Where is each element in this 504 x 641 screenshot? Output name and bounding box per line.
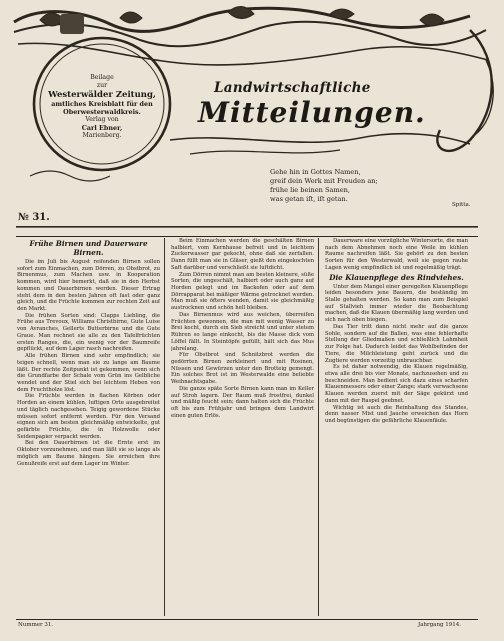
footer-rule <box>16 619 478 620</box>
article-paragraph: Das Birnenmus wird aus weichen, überreifen Früchten gewonnen, die man mit wenig Wasser zu Brei kocht, durch ein Sieb streicht und unter stetem Rühren so lange einkocht, bis die Masse dick vom Löffel fällt. In Steintöpfe gefüllt, hält sich das Mus jahrelang. <box>171 311 314 352</box>
article-column-2 <box>171 238 314 618</box>
motto-line: was getan iſt, iſt getan. <box>270 195 348 203</box>
masthead-title-line2: Mitteilungen. <box>198 96 426 129</box>
article-paragraph: Die ganze späte Sorte Birnen kann man im Keller auf Stroh lagern. Der Raum muß frostfrei, dunkel und mäßig feucht sein; dann halten sich die Früchte oft bis zum Frühjahr und bringen dem Landwirt einen guten Erlös. <box>171 385 314 419</box>
article-paragraph: Für Obstbrot und Schnitzbrot werden die gedörrten Birnen zerkleinert und mit Rosinen, Nüssen und Gewürzen unter den Brotteig gemengt. Ein solches Brot ist im Westerwalde eine beliebte Weihnachtsgabe. <box>171 352 314 386</box>
article-paragraph: Das Tier tritt dann nicht mehr auf die ganze Sohle, sondern auf die Ballen, was eine fehlerhafte Stellung der Gliedmaßen und schließlich Lahmheit zur Folge hat. Dadurch leidet das Wohlbefinden der Tiere, die Milchleistung geht zurück und die Zugtiere werden vorzeitig unbrauchbar. <box>325 323 468 364</box>
article-paragraph: Bei den Dauerbirnen ist die Ernte erst im Oktober vorzunehmen, und man läßt sie so lange als möglich am Baume hängen. Sie erreichen ihre Genußreife erst auf dem Lager im Winter. <box>17 440 160 467</box>
article-paragraph: Es ist daher notwendig, die Klauen regelmäßig, etwa alle drei bis vier Monate, nachzusehen und zu beschneiden. Man bedient sich dazu eines scharfen Klauenmessers oder einer Zange; stark verwachsene Klauen werden zuerst mit der Säge gekürzt und dann mit der Raspel geebnet. <box>325 364 468 404</box>
article-paragraph: Zum Dörren nimmt man am besten kleinere, süße Sorten, die ungeschält, halbiert oder auch ganz auf Horden gelegt und im Backofen oder auf dem Dörrapparat bei mäßiger Wärme getrocknet werden. Man muß sie öfters wenden, damit sie gleichmäßig austrocknen und schön hell bleiben. <box>171 271 314 312</box>
beilage-line: Verlag von <box>85 116 119 123</box>
motto-author: Spitta. <box>452 202 471 208</box>
article-heading: Frühe Birnen und Dauerware Birnen. <box>29 239 148 257</box>
beilage-line: zur <box>96 82 108 89</box>
footer-volume: Jahrgang 1914. <box>418 622 462 628</box>
article-paragraph: Die Früchte werden in flachen Körben oder Horden an einem kühlen, luftigen Orte ausgebreitet und täglich nachgesehen. Teigig gewordene Stücke müssen sofort entfernt werden. Für den Versand eignen sich am besten gleichmäßig entwickelte, gut gefärbte Früchte, die in Holzwolle oder Seidenpapier verpackt werden. <box>17 393 160 440</box>
article-heading: Die Klauenpflege des Rindviehes. <box>329 272 464 282</box>
column-divider <box>164 238 165 616</box>
article-paragraph: Die frühen Sorten sind: Clapps Liebling, die Frühe aus Trevoux, Williams Christbirne, Gute Luise von Avranches, Gellerts Butterbirne und die Gute Graue. Man rechnet sie alle zu den Tafelfrüchten ersten Ranges, die, ein wenig vor der Baumreife gepflückt, auf dem Lager rasch nachreifen. <box>17 312 160 353</box>
footer-issue: Nummer 31. <box>18 622 54 628</box>
article-paragraph: Dauerware eine vorzügliche Wintersorte, die man nach dem Abnehmen noch eine Weile im kühlen Raume nachreifen läßt. Sie gehört zu den besten Sorten für den Westerwald, weil sie gegen rauhe Lagen wenig empfindlich ist und regelmäßig trägt. <box>325 238 468 271</box>
beilage-line: Beilage <box>90 74 114 81</box>
issue-number: № 31. <box>18 212 50 223</box>
beilage-line: amtliches Kreisblatt für den <box>51 100 153 108</box>
motto-line: Gehe hin in Gottes Namen, <box>270 168 361 176</box>
motto-line: frühe lie beinen Samen, <box>270 186 350 194</box>
publisher-town: Marienberg. <box>82 132 122 139</box>
article-paragraph: Beim Einmachen werden die geschälten Birnen halbiert, vom Kernhause befreit und in leichtem Zuckerwasser gar gekocht, ohne daß sie zerfallen. Dann füllt man sie in Gläser, gießt den eingekochten Saft darüber und verschließt sie luftdicht. <box>171 238 314 271</box>
supplement-notice <box>46 74 158 140</box>
article-paragraph: Die im Juli bis August reifenden Birnen sollen sofort zum Einmachen, zum Dörren, zu Obstbrot, zu Birnenmus, zum Machen usw. in Kooperation kommen, wird hier bemerkt, daß sie in den Herbst kommen und Dauerbirnen werden. Dieser Ertrag steht dem in den besten Jahren oft fast oder ganz gleich, und die Früchte kommen zur rechten Zeit auf den Markt. <box>17 259 160 313</box>
article-paragraph: Wichtig ist auch die Reinhaltung des Standes, denn nasser Mist und Jauche erweichen das Horn und begünstigen die gefährliche Klauenfäule. <box>325 404 468 424</box>
masthead-title-line1: Landwirtschaftliche <box>214 80 371 96</box>
motto-line: greif dein Werk mit Freuden an; <box>270 177 378 185</box>
publisher-name: Carl Ebner, <box>81 124 123 132</box>
masthead-divider <box>16 226 478 228</box>
motto-verse <box>270 168 378 204</box>
article-column-3 <box>325 238 468 618</box>
article-paragraph: Unter dem Mangel einer geregelten Klauenpflege leiden besonders jene Bauern, die beständig im Stalle gehalten werden. So kann man zum Beispiel auf Stallvieh immer wieder die Beobachtung machen, daß die Klauen übermäßig lang werden und sich nach oben biegen. <box>325 283 468 324</box>
article-column-1 <box>17 238 160 618</box>
article-paragraph: Alle frühen Birnen sind sehr empfindlich; sie teigen schnell, wenn man sie zu lange am Baume läßt. Der rechte Zeitpunkt ist gekommen, wenn sich die Grundfarbe der Schale vom Grün ins Gelbliche wendet und der Stiel sich bei leichtem Heben von dem Fruchtholze löst. <box>17 353 160 393</box>
column-divider <box>318 238 319 616</box>
publisher-newspaper: Westerwälder Zeitung, <box>48 90 156 100</box>
beilage-line: Oberwesterwaldkreis. <box>63 108 141 116</box>
